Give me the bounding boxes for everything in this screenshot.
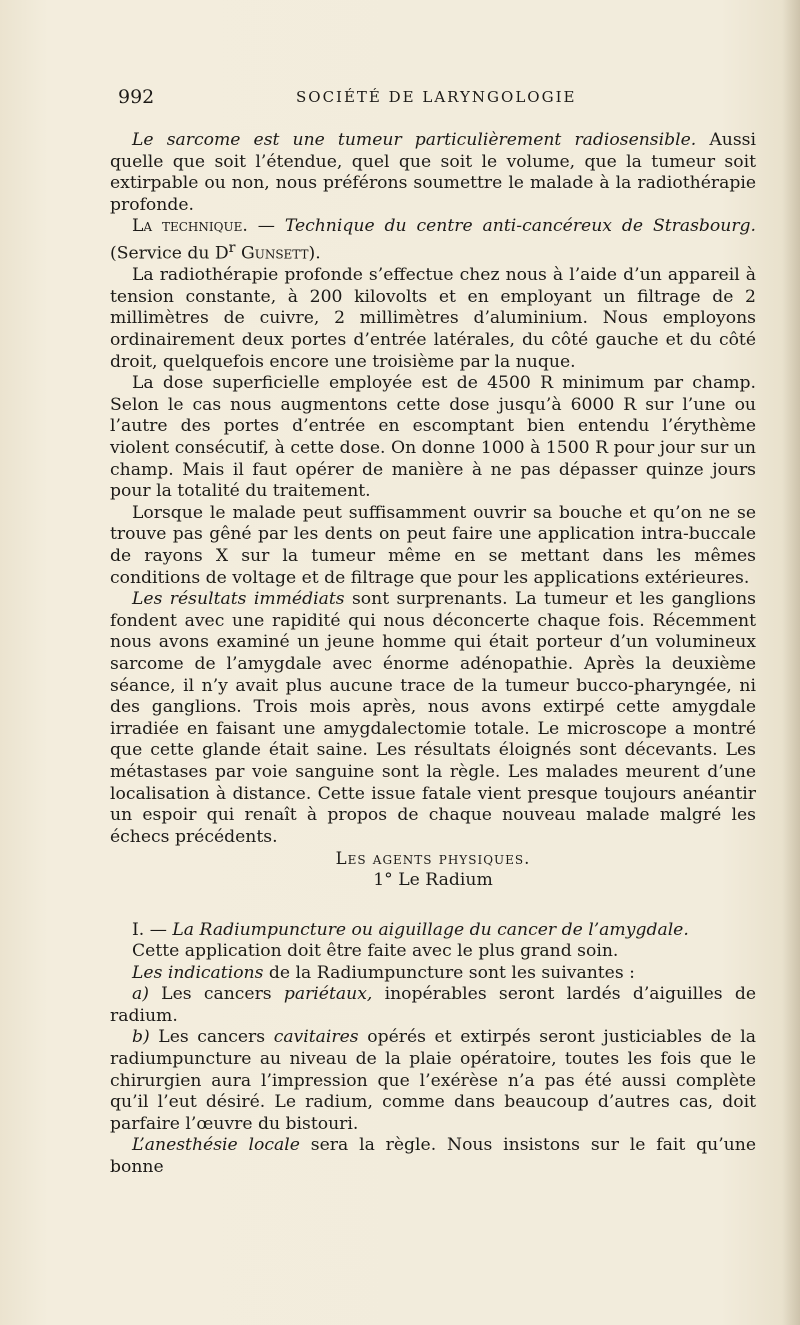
paragraph-intrabuccal: Lorsque le malade peut suffisamment ouvrir sa bouche et qu’on ne se trouve pas gêné par les dents on peut faire une application intra-buccale de rayons X sur la tumeur même en se mettant dans les mêmes conditions de voltage et de filtrage que pour les applications extérieures. (110, 502, 756, 588)
paragraph-lead: Le sarcome est une tumeur particulièrement radiosensible. (132, 130, 697, 150)
page-number: 992 (118, 86, 155, 108)
paragraph-lead: L’anesthésie locale (132, 1135, 300, 1156)
sub-title: 1° Le Radium (373, 869, 493, 890)
paragraph-radiosensitivity (110, 130, 756, 216)
paragraph-text: de la Radiumpuncture sont les suivantes : (263, 962, 635, 983)
list-marker: a) (132, 984, 149, 1005)
paragraph-text: sont surprenants. La tumeur et les ganglions fondent avec une rapidité qui nous déconcerte chaque fois. Récemment nous avons examiné un jeune homme qui était porteur d’un volumineux sarcome de l’amygdale avec énorme adénopathie. Après la deuxième séance, il n’y avait plus aucune trace de la tumeur bucco-pharyngée, ni des ganglions. Trois mois après, nous avons extirpé cette amygdale irradiée en faisant une amygdalectomie totale. Le microscope a montré que cette glande était saine. Les résultats éloignés sont décevants. Les métastases par voie sanguine sont la règle. Les malades meurent d’une localisation à distance. Cette issue fatale vient presque toujours anéantir un espoir qui renaît à propos de chaque nouveau malade malgré les échecs précédents. (110, 589, 756, 847)
gunsett-name: Gunsett (235, 243, 309, 264)
page-body (110, 130, 756, 1179)
technique-title: Technique du centre anti-cancéreux de Strasbourg. (284, 216, 757, 237)
paragraph-equipment: La radiothérapie profonde s’effectue chez nous à l’aide d’un appareil à tension constante, à 200 kilovolts et en employant un filtrage de 2 millimètres de cuivre, 2 millimètres d’aluminium. Nous employons ordinairement deux portes d’entrée latérales, du côté gauche et du côté droit, quelquefois encore une troisième par la nuque. (110, 265, 756, 372)
dr-superscript: r (228, 239, 236, 256)
emphasis: pariétaux, (283, 984, 373, 1005)
paragraph-care: Cette application doit être faite avec le plus grand soin. (132, 941, 619, 962)
dash: — (144, 919, 173, 940)
service-close: ). (308, 243, 321, 264)
paragraph-technique (110, 216, 756, 265)
paragraph-lead: Les résultats immédiats (132, 589, 345, 610)
paragraph-dose: La dose superficielle employée est de 4500 R minimum par champ. Selon le cas nous augmentons cette dose jusqu’à 6000 R sur l’une ou l’autre des portes d’entrée en escomptant bien entendu l’érythème violent consécutif, à cette dose. On donne 1000 à 1500 R pour jour sur un champ. Mais il faut opérer de manière à ne pas dépasser quinze jours pour la totalité du traitement. (110, 373, 756, 502)
paragraph-lead: Les indications (132, 962, 264, 983)
paragraph-item-a (110, 984, 756, 1027)
section-title: Les agents physiques. (335, 849, 531, 869)
paragraph-anesthesia (110, 1135, 756, 1178)
paragraph-text: sera la règle. Nous insistons sur le fait qu’une bonne (110, 1135, 756, 1178)
item-number: I. (132, 919, 145, 940)
text-run: inopérables seront lardés d’aiguilles de radium. (110, 984, 756, 1026)
running-head: SOCIÉTÉ DE LARYNGOLOGIE (296, 88, 577, 106)
dash: — (247, 216, 285, 237)
paragraph-text: Aussi quelle que soit l’étendue, quel que soit le volume, que la tumeur soit extirpable ou non, nous préférons soumettre le malade à la radiothérapie profonde. (110, 130, 756, 215)
service-open: (Service du D (110, 243, 229, 264)
paragraph-item-b (110, 1027, 756, 1135)
item-heading (110, 920, 756, 942)
emphasis: cavitaires (273, 1027, 359, 1048)
technique-label: La technique. (132, 216, 248, 237)
paragraph-results (110, 589, 756, 848)
page-edge-shadow (782, 0, 800, 1325)
text-run: Les cancers (149, 1027, 274, 1048)
paragraph-indications (110, 963, 756, 985)
list-marker: b) (132, 1027, 150, 1048)
text-run: Les cancers (148, 984, 284, 1005)
page-header (118, 86, 758, 114)
item-title: La Radiumpuncture ou aiguillage du cancer de l’amygdale. (172, 919, 689, 940)
text-run: opérés et extirpés seront justiciables de la radiumpuncture au niveau de la plaie opératoire, toutes les fois que le chirurgien aura l’impression que l’exérèse n’a pas été aussi complète qu’il l’eut désiré. Le radium, comme dans beaucoup d’autres cas, doit parfaire l’œuvre du bistouri. (110, 1027, 757, 1134)
